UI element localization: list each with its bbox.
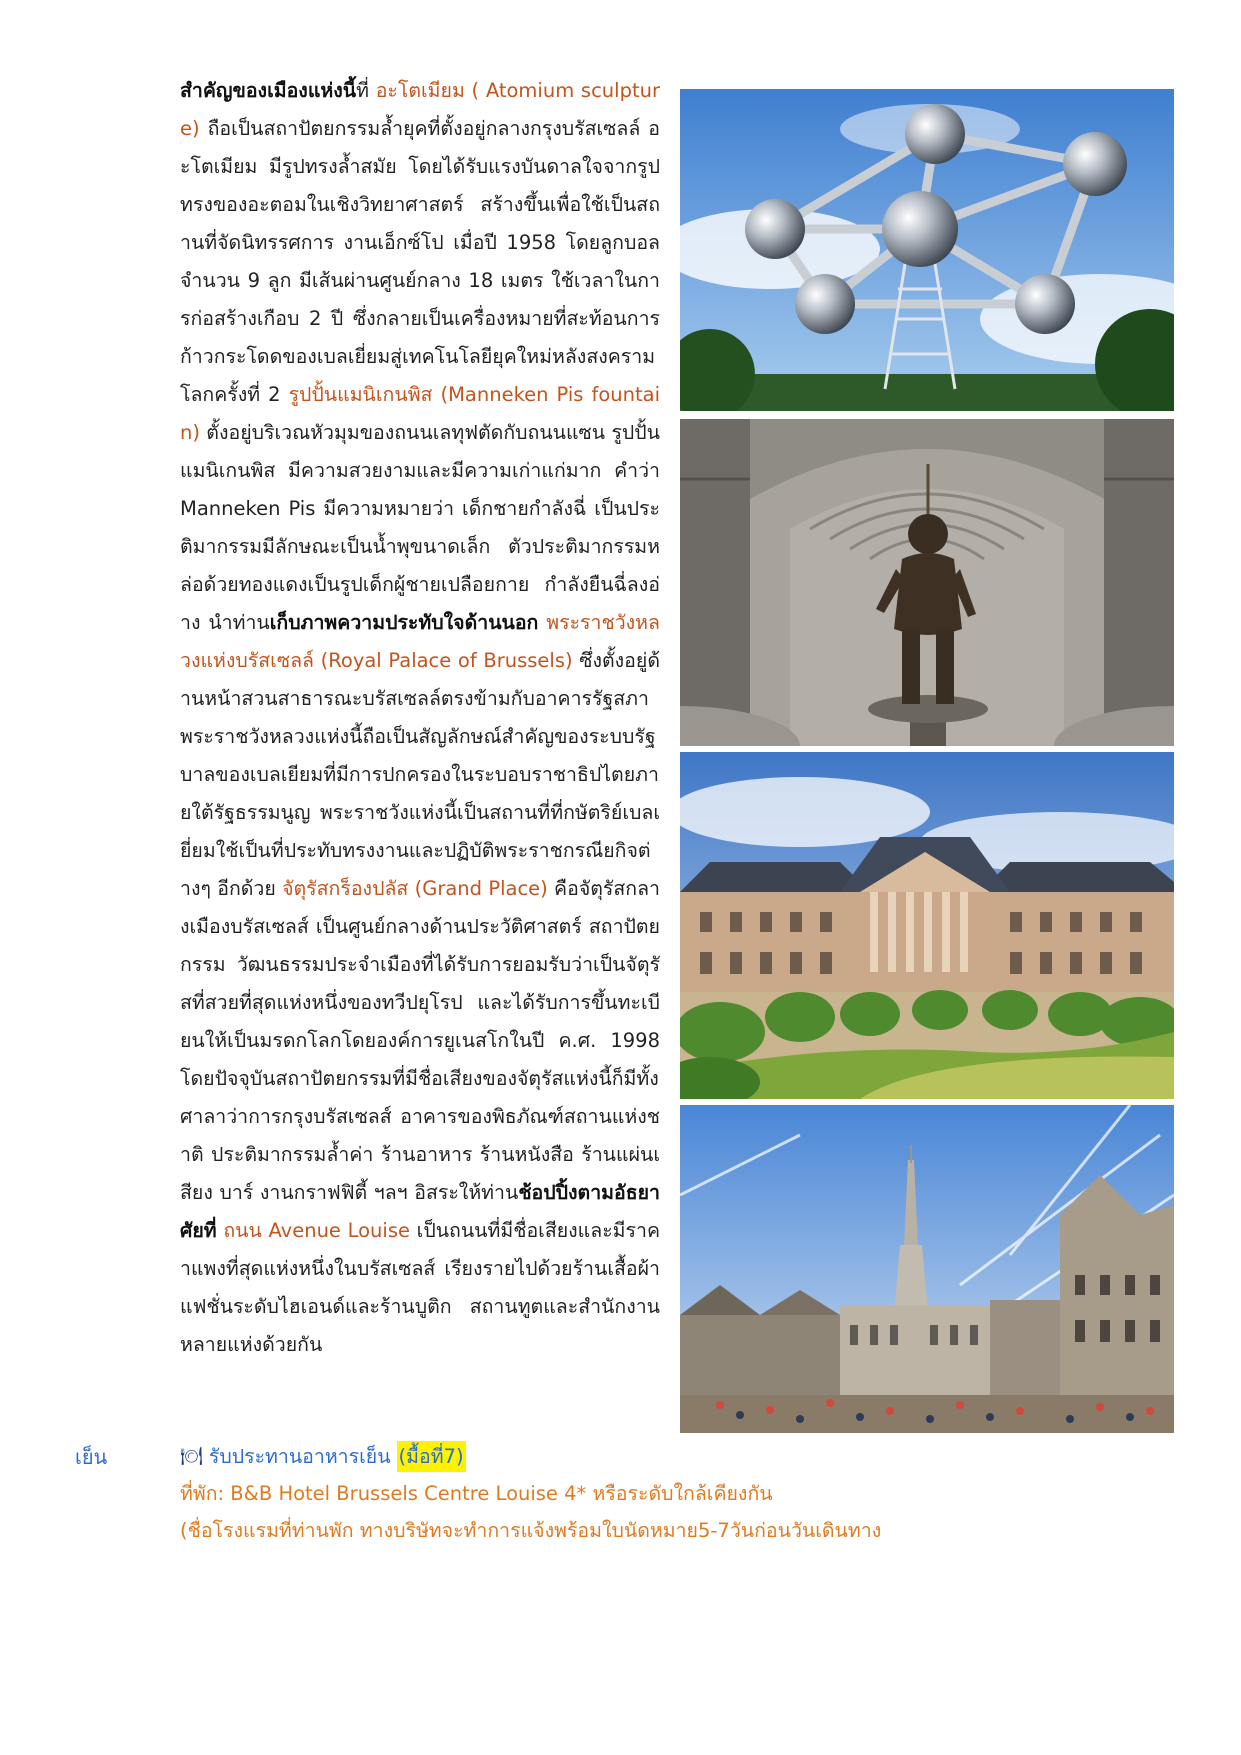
avenue-name: ถนน Avenue Louise	[216, 1219, 410, 1242]
grand-place-photo	[680, 1105, 1174, 1433]
photo-bold: เก็บภาพความประทับใจด้านนอก	[269, 611, 539, 634]
dinner-section	[0, 1433, 1241, 1563]
palace-name: พระราชวังหลวงแห่งบรัสเซลล์ (Royal Palace of Brussels)	[180, 611, 660, 672]
royal-palace-photo	[680, 752, 1174, 1099]
time-label-evening: เย็น	[75, 1445, 108, 1469]
atomium-image	[680, 89, 1174, 411]
manneken-name: รูปปั้นแมนิเกนพิส (Manneken Pis fountain)	[180, 383, 660, 444]
plate-cutlery-icon: 🍽	[180, 1446, 203, 1467]
hotel-note: (ชื่อโรงแรมที่ท่านพัก ทางบริษัทจะทำการแจ้งพร้อมใบนัดหมาย5-7วันก่อนวันเดินทาง	[180, 1519, 882, 1542]
intro-text: ที่	[356, 79, 376, 102]
shop-bold: ช้อปปิ้งตามอัธยาศัยที่	[180, 1181, 660, 1242]
manneken-text: ตั้งอยู่บริเวณหัวมุมของถนนเลทุฟตัดกับถนนแซน รูปปั้นแมนิเกนพิส มีความสวยงามและมีความเก่าแก่มาก คำว่า Manneken Pis มีความหมายว่า เด็กชายกำลังฉี่ เป็นประติมากรรมมีลักษณะเป็นน้ำพุขนาดเล็ก ตัวประติมากรรมหล่อด้วยทองแดงเป็นรูปเด็กผู้ชายเปลือยกาย กำลังยืนฉี่ลงอ่าง นำท่าน	[180, 421, 660, 634]
palace-text: ซึ่งตั้งอยู่ด้านหน้าสวนสาธารณะบรัสเซลล์ตรงข้ามกับอาคารรัฐสภา พระราชวังหลวงแห่งนี้ถือเป็นสัญลักษณ์สำคัญของระบบรัฐบาลของเบลเยียมที่มีการปกครองในระบอบราชาธิปไตยภายใต้รัฐธรรมนูญ พระราชวังแห่งนี้เป็นสถานที่ที่กษัตริย์เบลเยี่ยมใช้เป็นที่ประทับทรงงานและปฏิบัติพระราชกรณียกิจต่างๆ อีกด้วย	[180, 649, 660, 900]
atomium-photo	[680, 89, 1174, 411]
royal-palace-image	[680, 752, 1174, 1099]
manneken-pis-image	[680, 419, 1174, 746]
dinner-line	[180, 1441, 466, 1472]
avenue-text: เป็นถนนที่มีชื่อเสียงและมีราคาแพงที่สุดแห่งหนึ่งในบรัสเซลส์ เรียงรายไปด้วยร้านเสื้อผ้าแฟชั่นระดับไฮเอนด์และร้านบูติก สถานทูตและสำนักงานหลายแห่งด้วยกัน	[180, 1219, 660, 1356]
dinner-text: รับประทานอาหารเย็น	[208, 1445, 391, 1468]
grand-place-image	[680, 1105, 1174, 1433]
meal-number-tag: (มื้อที่7)	[397, 1441, 466, 1472]
hotel-info: ที่พัก: B&B Hotel Brussels Centre Louise 4* หรือระดับใกล้เคียงกัน	[180, 1482, 773, 1505]
atomium-name: อะโตเมียม ( Atomium sculpture)	[180, 79, 660, 140]
atomium-text: ถือเป็นสถาปัตยกรรมล้ำยุคที่ตั้งอยู่กลางกรุงบรัสเซลล์ อะโตเมียม มีรูปทรงล้ำสมัย โดยได้รับแรงบันดาลใจจากรูปทรงของอะตอมในเชิงวิทยาศาสตร์ สร้างขึ้นเพื่อใช้เป็นสถานที่จัดนิทรรศการ งานเอ็กซ์โป เมื่อปี 1958 โดยลูกบอล จำนวน 9 ลูก มีเส้นผ่านศูนย์กลาง 18 เมตร ใช้เวลาในการก่อสร้างเกือบ 2 ปี ซึ่งกลายเป็นเครื่องหมายที่สะท้อนการก้าวกระโดดของเบลเยี่ยมสู่เทคโนโลยียุคใหม่หลังสงครามโลกครั้งที่ 2	[180, 117, 660, 406]
attractions-description	[180, 72, 660, 1364]
manneken-pis-photo	[680, 419, 1174, 746]
intro-bold: สำคัญของเมืองแห่งนี้	[180, 79, 357, 102]
grandplace-name: จัตุรัสกร็องปลัส (Grand Place)	[282, 877, 548, 900]
grandplace-text: คือจัตุรัสกลางเมืองบรัสเซลส์ เป็นศูนย์กลางด้านประวัติศาสตร์ สถาปัตยกรรม วัฒนธรรมประจำเมืองที่ได้รับการยอมรับว่าเป็นจัตุรัสที่สวยที่สุดแห่งหนึ่งของทวีปยุโรป และได้รับการขึ้นทะเบียนให้เป็นมรดกโลกโดยองค์การยูเนสโกในปี ค.ศ. 1998 โดยปัจจุบันสถาปัตยกรรมที่มีชื่อเสียงของจัตุรัสแห่งนี้ก็มีทั้งศาลาว่าการกรุงบรัสเซลส์ อาคารของพิธภัณฑ์สถานแห่งชาติ ประติมากรรมล้ำค่า ร้านอาหาร ร้านหนังสือ ร้านแผ่นเสียง บาร์ งานกราฟฟิตี้ ฯลฯ อิสระให้ท่าน	[180, 877, 660, 1204]
